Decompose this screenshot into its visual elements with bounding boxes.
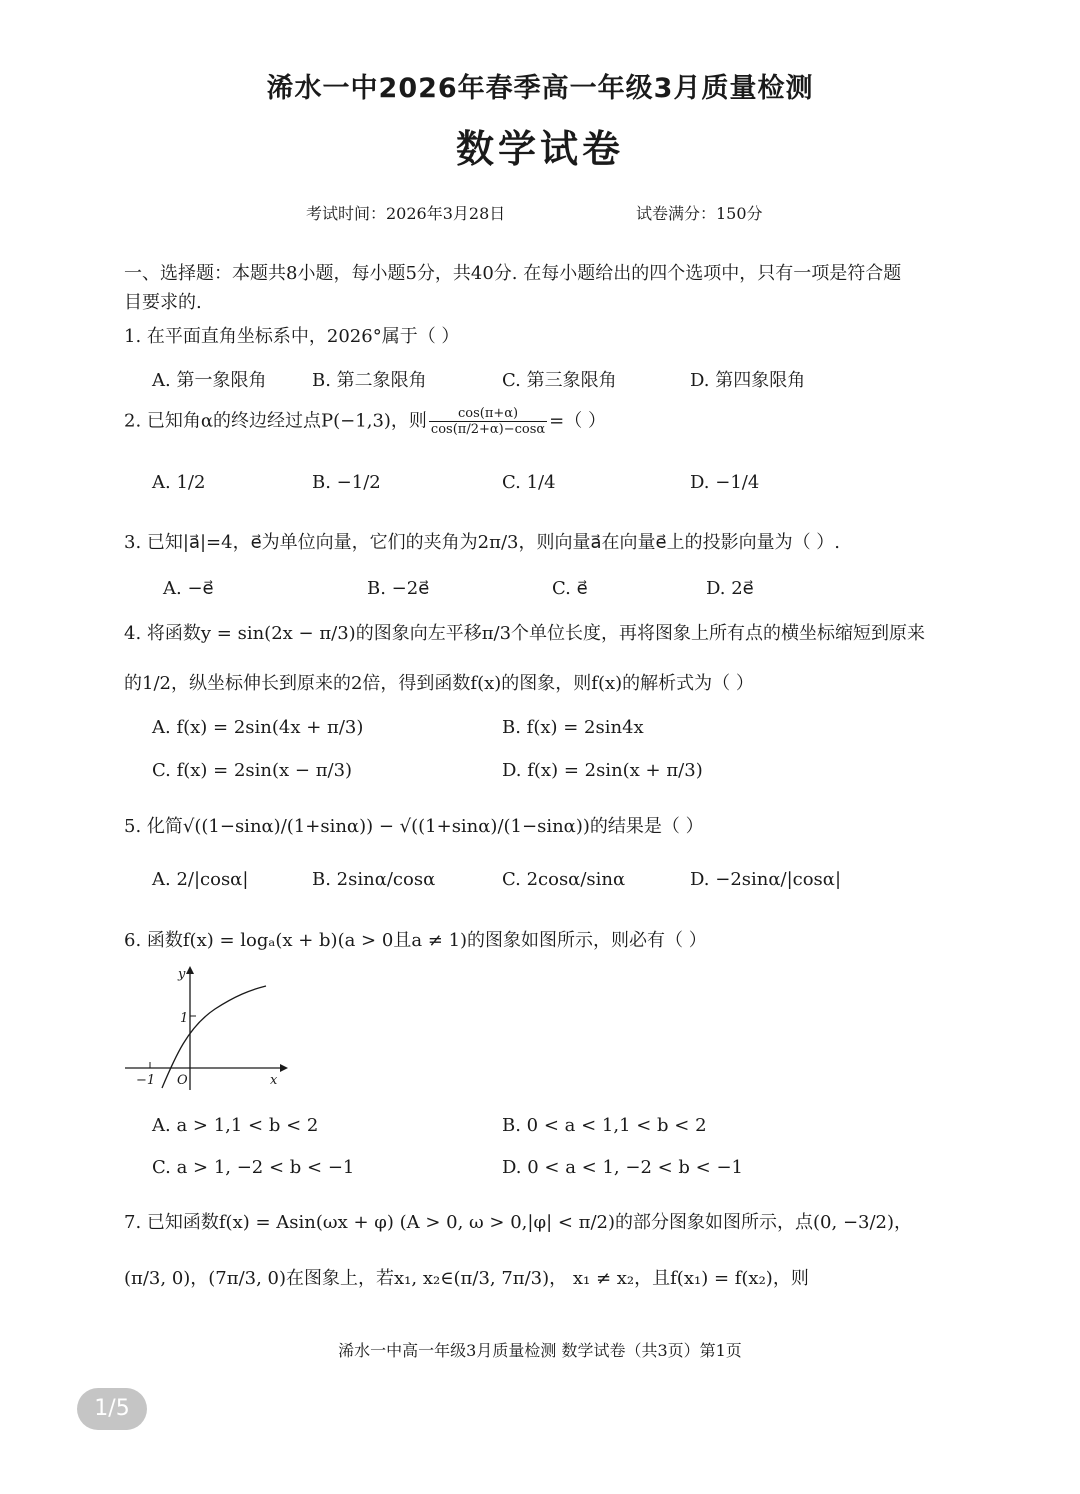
q3-option-b: B. −2e⃗ [367, 578, 430, 599]
q3-option-c: C. e⃗ [552, 578, 588, 599]
q6-stem: 6. 函数f(x) = logₐ(x + b)(a > 0且a ≠ 1)的图象如图所示，则必有（ ） [124, 930, 707, 951]
q6-label-origin: O [177, 1073, 188, 1088]
q7-stem-line1: 7. 已知函数f(x) = Asin(ωx + φ) (A > 0, ω > 0,|φ| < π/2)的部分图象如图所示，点(0, −3/2)， [124, 1212, 913, 1233]
q2-option-c: C. 1/4 [502, 472, 556, 493]
q5-option-a: A. 2/|cosα| [152, 869, 249, 890]
q1-option-b: B. 第二象限角 [312, 370, 427, 391]
q2-option-a: A. 1/2 [152, 472, 206, 493]
q3-option-d: D. 2e⃗ [706, 578, 754, 599]
q4-stem-line1: 4. 将函数y = sin(2x − π/3)的图象向左平移π/3个单位长度，再将图象上所有点的横坐标缩短到原来 [124, 623, 926, 644]
q6-y-arrow [186, 966, 194, 974]
exam-time: 考试时间：2026年3月28日 [306, 204, 506, 223]
q2-option-d: D. −1/4 [690, 472, 760, 493]
q2-stem-prefix: 2. 已知角α的终边经过点P(−1,3)，则 [124, 410, 427, 432]
q6-x-arrow [280, 1064, 288, 1072]
q2-frac-den: cos(π/2+α)−cosα [430, 422, 546, 437]
q2-stem [124, 406, 606, 437]
page-indicator[interactable]: 1/5 [77, 1388, 147, 1430]
q3-option-a: A. −e⃗ [163, 578, 214, 599]
q6-label-x: x [270, 1073, 278, 1088]
q4-stem-line2: 的1/2，纵坐标伸长到原来的2倍，得到函数f(x)的图象，则f(x)的解析式为（ ） [124, 673, 754, 694]
q5-stem: 5. 化简√((1−sinα)/(1+sinα)) − √((1+sinα)/(1−sinα))的结果是（ ） [124, 816, 704, 837]
q4-option-a: A. f(x) = 2sin(4x + π/3) [152, 717, 364, 738]
q6-label-y: y [178, 967, 186, 982]
exam-subtitle: 数学试卷 [455, 127, 624, 171]
q6-option-b: B. 0 < a < 1,1 < b < 2 [502, 1115, 707, 1136]
q6-option-d: D. 0 < a < 1, −2 < b < −1 [502, 1157, 744, 1178]
q4-option-c: C. f(x) = 2sin(x − π/3) [152, 760, 353, 781]
q1-option-c: C. 第三象限角 [502, 370, 617, 391]
full-score: 试卷满分：150分 [636, 204, 763, 223]
q7-stem-line2: (π/3, 0)，(7π/3, 0)在图象上，若x₁, x₂∈(π/3, 7π/3)， x₁ ≠ x₂，且f(x₁) = f(x₂)，则 [124, 1268, 809, 1289]
q6-log-graph [120, 962, 290, 1092]
q5-option-c: C. 2cosα/sinα [502, 869, 626, 890]
q1-option-a: A. 第一象限角 [152, 370, 267, 391]
q3-stem: 3. 已知|a⃗|=4，e⃗为单位向量，它们的夹角为2π/3，则向量a⃗在向量e⃗上的投影向量为（ ）. [124, 532, 841, 553]
page-footer: 浠水一中高一年级3月质量检测 数学试卷（共3页）第1页 [338, 1341, 742, 1360]
q6-option-a: A. a > 1,1 < b < 2 [152, 1115, 319, 1136]
q2-fraction [429, 406, 547, 437]
exam-title: 浠水一中2026年春季高一年级3月质量检测 [266, 73, 814, 104]
q4-option-d: D. f(x) = 2sin(x + π/3) [502, 760, 703, 781]
q5-option-d: D. −2sinα/|cosα| [690, 869, 842, 890]
q1-stem: 1. 在平面直角坐标系中，2026°属于（ ） [124, 326, 460, 347]
q2-stem-suffix: =（ ） [549, 410, 606, 432]
q2-option-b: B. −1/2 [312, 472, 381, 493]
q4-option-b: B. f(x) = 2sin4x [502, 717, 644, 738]
q2-frac-num: cos(π+α) [429, 406, 547, 422]
q5-option-b: B. 2sinα/cosα [312, 869, 436, 890]
q6-label-neg-one: −1 [136, 1073, 156, 1088]
section-intro-line2: 目要求的. [124, 292, 202, 313]
q6-option-c: C. a > 1, −2 < b < −1 [152, 1157, 355, 1178]
q6-label-one: 1 [180, 1011, 189, 1026]
section-intro-line1: 一、选择题：本题共8小题，每小题5分，共40分. 在每小题给出的四个选项中，只有一项是符合题 [124, 263, 902, 284]
q1-option-d: D. 第四象限角 [690, 370, 806, 391]
